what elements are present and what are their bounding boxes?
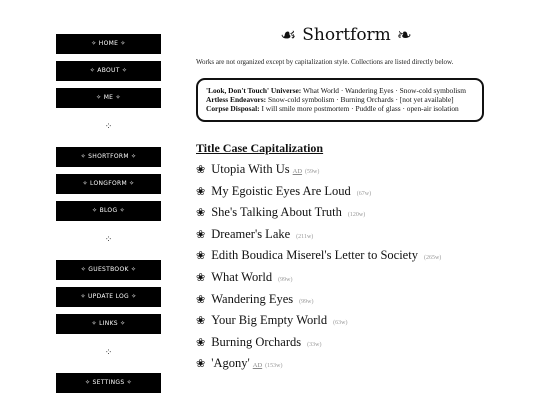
collection-works[interactable]: Snow-cold symbolism · Burning Orchards · [not yet available] xyxy=(268,95,454,104)
work-link[interactable]: Burning Orchards xyxy=(211,334,302,349)
word-count: (67w) xyxy=(356,190,372,197)
work-link[interactable]: Your Big Empty World xyxy=(211,313,328,328)
work-link[interactable]: She's Talking About Truth xyxy=(211,205,342,220)
word-count: (59w) xyxy=(305,169,320,175)
flower-bullet-icon: ❀ xyxy=(196,293,206,306)
collection-works[interactable]: I will smile more postmortem · Puddle of glass · open-air isolation xyxy=(261,104,459,113)
collections-box xyxy=(196,78,484,122)
list-item xyxy=(196,310,496,332)
list-item xyxy=(196,159,496,181)
nav-guestbook-button[interactable]: ✧ GUESTBOOK ✧ xyxy=(56,260,161,280)
ornament-right-icon: ❧ xyxy=(396,24,412,46)
nav-update-log-button[interactable]: ✧ UPDATE LOG ✧ xyxy=(56,287,161,307)
work-link[interactable]: Wandering Eyes xyxy=(211,291,294,306)
list-item xyxy=(196,181,496,203)
word-count: (153w) xyxy=(265,363,283,370)
nav-home-button[interactable]: ✧ HOME ✧ xyxy=(56,34,161,54)
nav-separator: ⁘ xyxy=(104,348,113,358)
collection-name: 'Look, Don't Touch' Universe: xyxy=(206,86,302,95)
work-link[interactable]: My Egoistic Eyes Are Loud xyxy=(211,183,351,198)
word-count: (99w) xyxy=(299,298,314,305)
flower-bullet-icon: ❀ xyxy=(196,358,206,371)
flower-bullet-icon: ❀ xyxy=(196,164,206,176)
word-count: (99w) xyxy=(278,276,293,283)
list-item xyxy=(196,289,496,311)
work-link[interactable]: Edith Boudica Miserel's Letter to Society xyxy=(211,248,418,263)
ornament-left-icon: ☙ xyxy=(280,24,297,46)
work-tag: AD xyxy=(252,362,263,370)
word-count: (120w) xyxy=(347,212,366,219)
list-item xyxy=(196,245,496,267)
word-count: (265w) xyxy=(423,255,442,262)
flower-bullet-icon: ❀ xyxy=(196,315,206,328)
nav-settings-button[interactable]: ✧ SETTINGS ✧ xyxy=(56,373,161,393)
page-title xyxy=(196,22,496,48)
work-tag: AD xyxy=(292,168,303,175)
list-item xyxy=(196,332,496,354)
flower-bullet-icon: ❀ xyxy=(196,250,206,263)
works-list xyxy=(196,159,496,375)
nav-separator: ⁘ xyxy=(104,235,113,245)
section-heading: Title Case Capitalization xyxy=(196,141,324,155)
nav-longform-button[interactable]: ✧ LONGFORM ✧ xyxy=(56,174,161,194)
collection-entry xyxy=(206,104,474,113)
page-subtitle: Works are not organized except by capitalization style. Collections are listed directly below. xyxy=(196,58,454,66)
list-item xyxy=(196,202,496,224)
list-item xyxy=(196,267,496,289)
collection-name: Artless Endeavors: xyxy=(206,95,267,104)
nav-me-button[interactable]: ✧ ME ✧ xyxy=(56,88,161,108)
flower-bullet-icon: ❀ xyxy=(196,228,206,241)
flower-bullet-icon: ❀ xyxy=(196,185,206,198)
work-link[interactable]: What World xyxy=(211,269,273,284)
nav-blog-button[interactable]: ✧ BLOG ✧ xyxy=(56,201,161,221)
collection-entry xyxy=(206,86,474,95)
list-item xyxy=(196,224,496,246)
page-title-text: Shortform xyxy=(302,25,391,45)
flower-bullet-icon: ❀ xyxy=(196,271,206,284)
work-link[interactable]: Dreamer's Lake xyxy=(211,226,291,241)
nav-shortform-button[interactable]: ✧ SHORTFORM ✧ xyxy=(56,147,161,167)
flower-bullet-icon: ❀ xyxy=(196,336,206,349)
flower-bullet-icon: ❀ xyxy=(196,207,206,220)
word-count: (211w) xyxy=(296,233,314,240)
work-link[interactable]: 'Agony' xyxy=(211,356,250,371)
nav-links-button[interactable]: ✧ LINKS ✧ xyxy=(56,314,161,334)
word-count: (63w) xyxy=(333,320,348,327)
word-count: (33w) xyxy=(307,341,322,348)
collection-name: Corpse Disposal: xyxy=(206,104,260,113)
list-item xyxy=(196,353,496,375)
nav-about-button[interactable]: ✧ ABOUT ✧ xyxy=(56,61,161,81)
sidebar-nav xyxy=(56,34,161,400)
nav-separator: ⁘ xyxy=(104,122,113,132)
work-link[interactable]: Utopia With Us xyxy=(211,162,290,176)
collection-entry xyxy=(206,95,474,104)
main-content xyxy=(196,22,496,375)
collection-works[interactable]: What World · Wandering Eyes · Snow-cold symbolism xyxy=(303,86,466,95)
